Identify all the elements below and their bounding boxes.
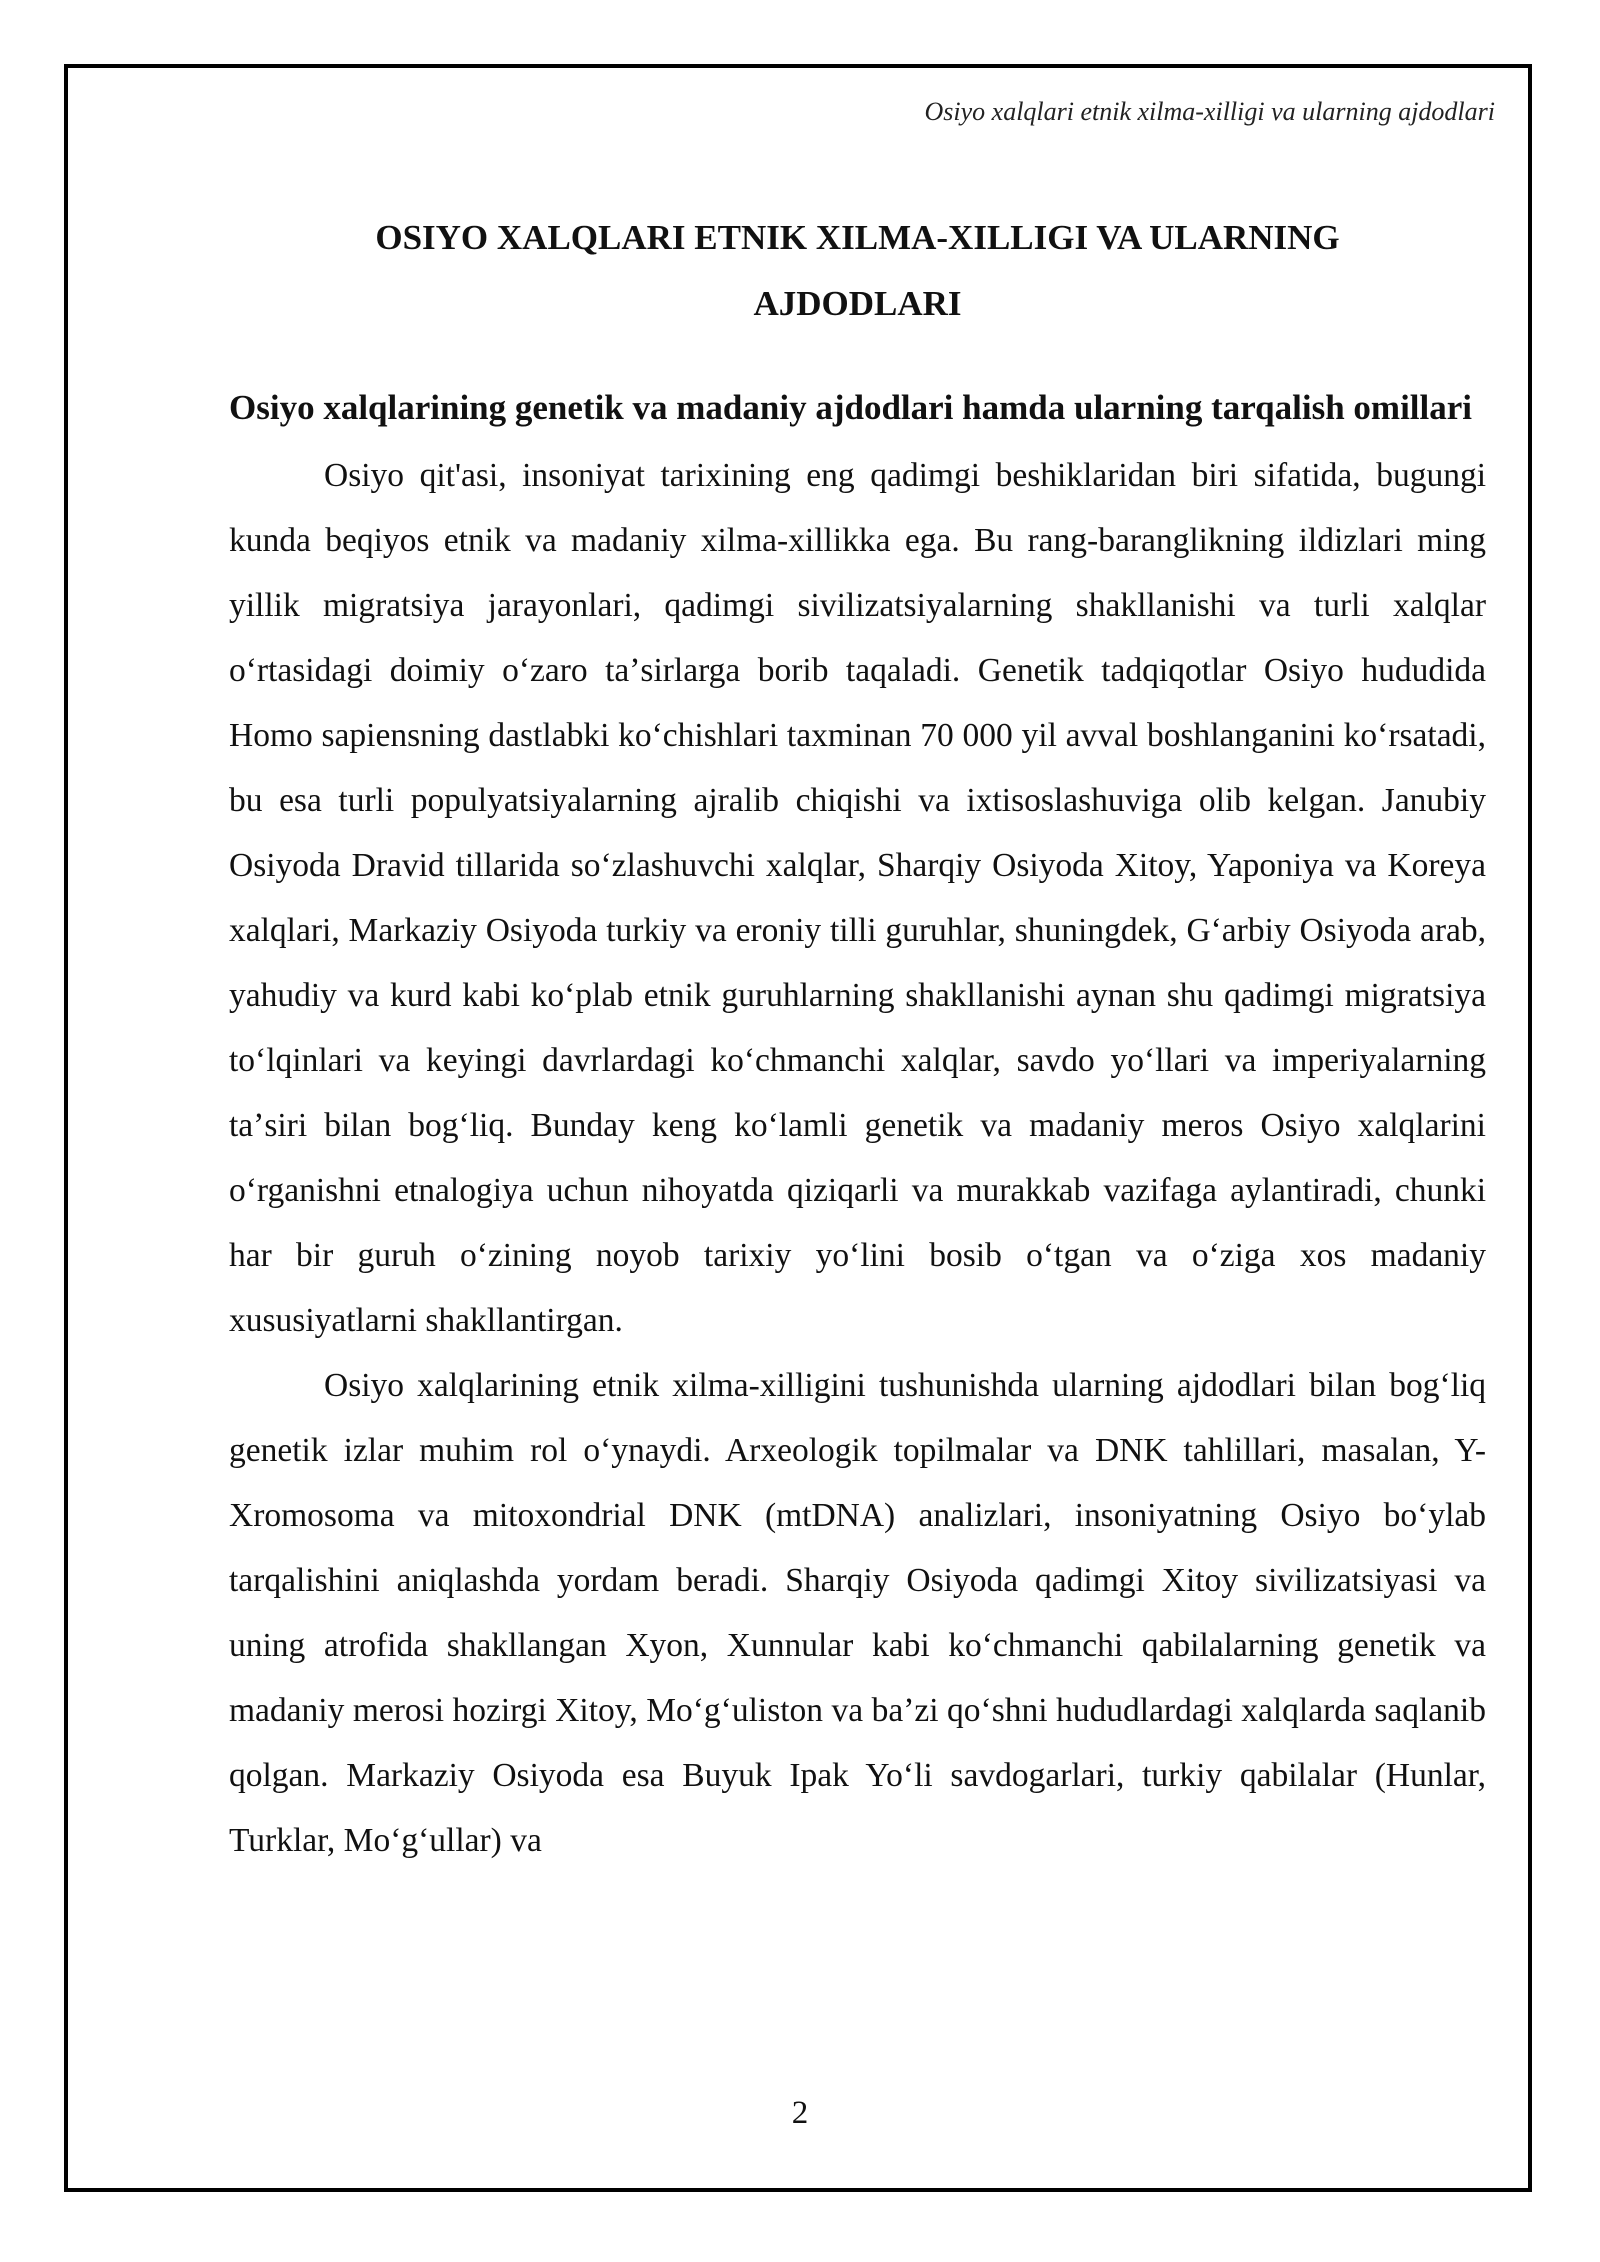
running-header: Osiyo xalqlari etnik xilma-xilligi va ularning ajdodlari [924,97,1495,126]
paragraph-2: Osiyo xalqlarining etnik xilma-xilligini tushunishda ularning ajdodlari bilan bogʻliq genetik izlar muhim rol oʻynaydi. Arxeologik topilmalar va DNK tahlillari, masalan, Y-Xromosoma va mitoxondrial DNK (mtDNA) analizlari, insoniyatning Osiyo boʻylab tarqalishini aniqlashda yordam beradi. Sharqiy Osiyoda qadimgi Xitoy sivilizatsiyasi va uning atrofida shakllangan Xyon, Xunnular kabi koʻchmanchi qabilalarning genetik va madaniy merosi hozirgi Xitoy, Moʻgʻuliston va baʼzi qoʻshni hududlardagi xalqlarda saqlanib qolgan. Markaziy Osiyoda esa Buyuk Ipak Yoʻli savdogarlari, turkiy qabilalar (Hunlar, Turklar, Moʻgʻullar) va [229,1367,1486,1859]
document-body [229,205,1486,1873]
page-number: 2 [791,2095,809,2131]
title-line-2: AJDODLARI [753,284,962,323]
section-heading: Osiyo xalqlarining genetik va madaniy ajdodlari hamda ularning tarqalish omillari [229,388,1473,427]
document-title [229,205,1486,337]
title-line-1: OSIYO XALQLARI ETNIK XILMA-XILLIGI VA ULARNING [375,218,1340,257]
paragraph-1: Osiyo qit'asi, insoniyat tarixining eng qadimgi beshiklaridan biri sifatida, bugungi kunda beqiyos etnik va madaniy xilma-xillikka ega. Bu rang-baranglikning ildizlari ming yillik migratsiya jarayonlari, qadimgi sivilizatsiyalarning shakllanishi va turli xalqlar oʻrtasidagi doimiy oʻzaro taʼsirlarga borib taqaladi. Genetik tadqiqotlar Osiyo hududida Homo sapiensning dastlabki koʻchishlari taxminan 70 000 yil avval boshlanganini koʻrsatadi, bu esa turli populyatsiyalarning ajralib chiqishi va ixtisoslashuviga olib kelgan. Janubiy Osiyoda Dravid tillarida soʻzlashuvchi xalqlar, Sharqiy Osiyoda Xitoy, Yaponiya va Koreya xalqlari, Markaziy Osiyoda turkiy va eroniy tilli guruhlar, shuningdek, Gʻarbiy Osiyoda arab, yahudiy va kurd kabi koʻplab etnik guruhlarning shakllanishi aynan shu qadimgi migratsiya toʻlqinlari va keyingi davrlardagi koʻchmanchi xalqlar, savdo yoʻllari va imperiyalarning taʼsiri bilan bogʻliq. Bunday keng koʻlamli genetik va madaniy meros Osiyo xalqlarini oʻrganishni etnalogiya uchun nihoyatda qiziqarli va murakkab vazifaga aylantiradi, chunki har bir guruh oʻzining noyob tarixiy yoʻlini bosib oʻtgan va oʻziga xos madaniy xususiyatlarni shakllantirgan. [229,457,1486,1339]
